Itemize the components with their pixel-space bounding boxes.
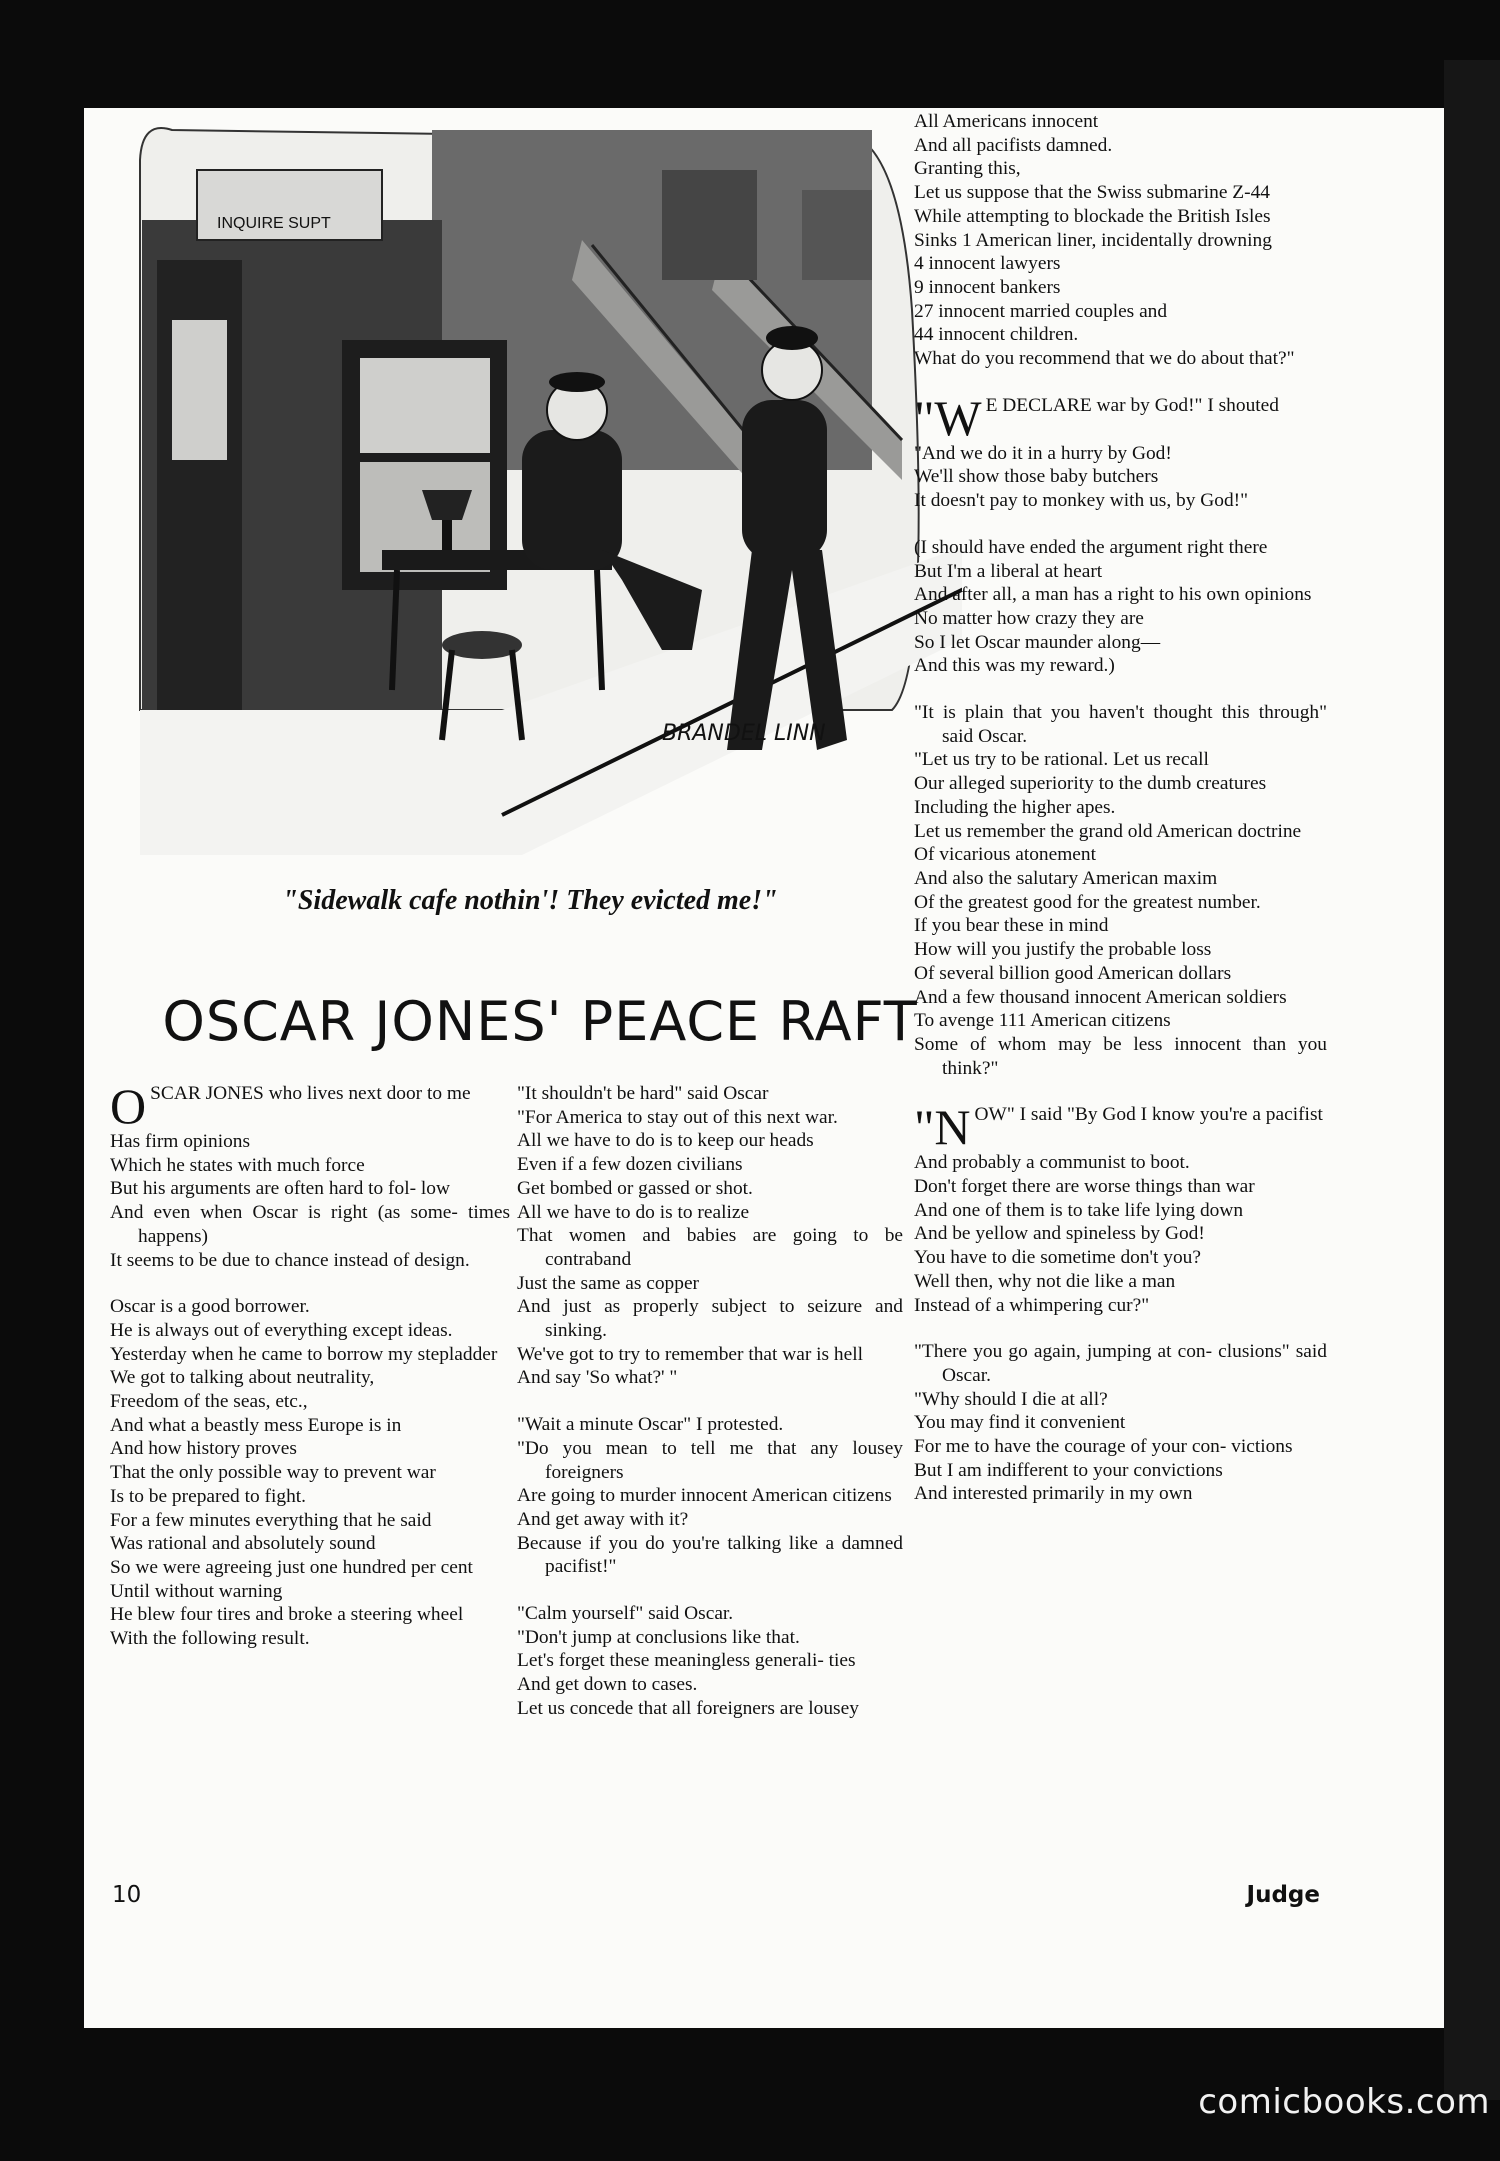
verse-line: Sinks 1 American liner, incidentally drowning: [914, 229, 1272, 251]
artist-signature: BRANDEL LINN: [662, 721, 826, 746]
verse-line: "It is plain that you haven't thought this through" said Oscar.: [914, 702, 1327, 747]
verse-line: But I am indifferent to your convictions: [914, 1459, 1223, 1481]
drop-cap: "W: [914, 389, 982, 446]
verse-line: And also the salutary American maxim: [914, 867, 1218, 889]
stanza-gap: [914, 1317, 1327, 1340]
verse-line: We've got to try to remember that war is hell: [517, 1343, 864, 1365]
verse-line: 44 innocent children.: [914, 324, 1079, 346]
verse-text: E DECLARE war by God!" I shouted: [985, 394, 1279, 416]
verse-line: [914, 1099, 1327, 1156]
verse-line: How will you justify the probable loss: [914, 939, 1212, 961]
verse-line: And a few thousand innocent American soldiers: [914, 986, 1287, 1008]
verse-text: SCAR JONES who lives next door to me: [150, 1083, 471, 1104]
verse-line: He is always out of everything except ideas.: [110, 1319, 453, 1341]
verse-line: And after all, a man has a right to his own opinions: [914, 584, 1312, 606]
watermark: comicbooks.com: [1198, 2082, 1490, 2122]
text-column-3: [914, 110, 1327, 1506]
verse-line: And this was my reward.): [914, 655, 1115, 677]
verse-line: Has firm opinions: [110, 1131, 251, 1152]
verse-line: Oscar is a good borrower.: [110, 1296, 310, 1318]
verse-line: Of vicarious atonement: [914, 844, 1096, 866]
verse-line: Let us concede that all foreigners are lousey: [517, 1697, 859, 1719]
verse-line: "Calm yourself" said Oscar.: [517, 1603, 734, 1625]
verse-line: Don't forget there are worse things than war: [914, 1176, 1255, 1198]
verse-line: Even if a few dozen civilians: [517, 1154, 743, 1176]
verse-line: And even when Oscar is right (as some- times happens): [110, 1202, 510, 1247]
verse-line: We'll show those baby butchers: [914, 466, 1159, 488]
verse-line: [110, 1078, 510, 1134]
verse-line: With the following result.: [110, 1628, 310, 1650]
stanza-gap: [914, 678, 1327, 701]
verse-line: [914, 389, 1327, 446]
verse-line: (I should have ended the argument right there: [914, 536, 1268, 558]
verse-text: OW" I said "By God I know you're a pacifist: [974, 1104, 1323, 1126]
verse-line: You may find it convenient: [914, 1412, 1126, 1434]
verse-line: And get down to cases.: [517, 1674, 698, 1696]
verse-line: Which he states with much force: [110, 1154, 365, 1176]
verse-line: What do you recommend that we do about that?": [914, 348, 1295, 370]
stanza-gap: [517, 1579, 903, 1602]
verse-line: "For America to stay out of this next war.: [517, 1106, 838, 1128]
verse-line: And just as properly subject to seizure and sinking.: [517, 1296, 903, 1342]
verse-line: And what a beastly mess Europe is in: [110, 1414, 402, 1436]
cartoon-caption: "Sidewalk cafe nothin'! They evicted me!": [282, 885, 778, 916]
verse-line: Get bombed or gassed or shot.: [517, 1177, 753, 1199]
verse-line: Our alleged superiority to the dumb creatures: [914, 773, 1267, 795]
stanza-gap: [517, 1390, 903, 1413]
verse-line: You have to die sometime don't you?: [914, 1247, 1201, 1269]
verse-line: And get away with it?: [517, 1508, 689, 1530]
verse-line: And interested primarily in my own: [914, 1483, 1193, 1505]
verse-line: No matter how crazy they are: [914, 607, 1144, 629]
stanza-gap: [914, 513, 1327, 536]
page-number: 10: [112, 1882, 142, 1908]
verse-line: Just the same as copper: [517, 1272, 700, 1294]
verse-line: 4 innocent lawyers: [914, 253, 1061, 275]
stanza-gap: [110, 1272, 510, 1295]
drop-cap: "N: [914, 1099, 971, 1156]
stanza-gap: [914, 1080, 1327, 1103]
verse-line: "Don't jump at conclusions like that.: [517, 1626, 800, 1648]
verse-line: We got to talking about neutrality,: [110, 1367, 375, 1389]
verse-line: While attempting to blockade the British Isles: [914, 205, 1271, 227]
verse-line: And all pacifists damned.: [914, 134, 1113, 156]
article-title: OSCAR JONES' PEACE RAFT: [162, 990, 918, 1053]
verse-line: Some of whom may be less innocent than you think?": [914, 1033, 1327, 1079]
verse-line: It doesn't pay to monkey with us, by God!": [914, 490, 1249, 512]
verse-line: "There you go again, jumping at con- clusions" said Oscar.: [914, 1341, 1327, 1386]
verse-line: And one of them is to take life lying down: [914, 1199, 1244, 1221]
verse-line: "Let us try to be rational. Let us recall: [914, 749, 1209, 771]
verse-line: Let's forget these meaningless generali- ties: [517, 1650, 856, 1672]
verse-line: Let us suppose that the Swiss submarine Z-44: [914, 182, 1270, 204]
verse-line: 27 innocent married couples and: [914, 300, 1168, 322]
building-sign: INQUIRE SUPT: [217, 215, 331, 232]
verse-line: 9 innocent bankers: [914, 276, 1061, 298]
verse-line: Including the higher apes.: [914, 796, 1116, 818]
verse-line: Are going to murder innocent American citizens: [517, 1485, 892, 1507]
facing-page-edge: [1444, 60, 1500, 2100]
text-column-1: [110, 1078, 510, 1651]
verse-line: Until without warning: [110, 1580, 283, 1602]
verse-line: Because if you do you're talking like a damned pacifist!": [517, 1532, 903, 1578]
verse-line: "Wait a minute Oscar" I protested.: [517, 1414, 784, 1436]
verse-line: That women and babies are going to be contraband: [517, 1225, 903, 1270]
verse-line: That the only possible way to prevent war: [110, 1462, 436, 1484]
magazine-name: Judge: [1246, 1882, 1320, 1908]
verse-line: And probably a communist to boot.: [914, 1152, 1190, 1174]
verse-line: Yesterday when he came to borrow my stepladder: [110, 1343, 498, 1365]
cartoon-illustration: [102, 110, 962, 875]
verse-line: Was rational and absolutely sound: [110, 1533, 376, 1555]
verse-line: "Do you mean to tell me that any lousey foreigners: [517, 1437, 903, 1483]
verse-line: All Americans innocent: [914, 111, 1099, 132]
verse-line: It seems to be due to chance instead of design.: [110, 1249, 470, 1271]
verse-line: Of several billion good American dollars: [914, 962, 1232, 984]
verse-line: All we have to do is to keep our heads: [517, 1130, 814, 1152]
verse-line: Is to be prepared to fight.: [110, 1485, 306, 1507]
verse-line: Let us remember the grand old American doctrine: [914, 820, 1302, 842]
text-column-2: [517, 1082, 903, 1721]
verse-line: If you bear these in mind: [914, 915, 1109, 937]
verse-line: But I'm a liberal at heart: [914, 560, 1103, 582]
verse-line: For me to have the courage of your con- victions: [914, 1436, 1293, 1458]
verse-line: All we have to do is to realize: [517, 1201, 750, 1223]
verse-line: "It shouldn't be hard" said Oscar: [517, 1083, 769, 1104]
verse-line: "And we do it in a hurry by God!: [914, 442, 1172, 464]
verse-line: And how history proves: [110, 1438, 297, 1460]
verse-line: "Why should I die at all?: [914, 1388, 1108, 1410]
verse-line: Granting this,: [914, 158, 1021, 180]
verse-line: Instead of a whimpering cur?": [914, 1294, 1150, 1316]
verse-line: Of the greatest good for the greatest number.: [914, 891, 1261, 913]
verse-line: And be yellow and spineless by God!: [914, 1223, 1205, 1245]
verse-line: So we were agreeing just one hundred per cent: [110, 1556, 473, 1578]
verse-line: And say 'So what?' ": [517, 1367, 678, 1389]
drop-cap: O: [110, 1078, 147, 1134]
verse-line: Well then, why not die like a man: [914, 1270, 1176, 1292]
verse-line: But his arguments are often hard to fol- low: [110, 1178, 450, 1200]
verse-line: To avenge 111 American citizens: [914, 1010, 1171, 1032]
verse-line: Freedom of the seas, etc.,: [110, 1391, 308, 1413]
verse-line: For a few minutes everything that he said: [110, 1509, 432, 1531]
verse-line: So I let Oscar maunder along—: [914, 631, 1161, 653]
verse-line: He blew four tires and broke a steering wheel: [110, 1604, 464, 1626]
